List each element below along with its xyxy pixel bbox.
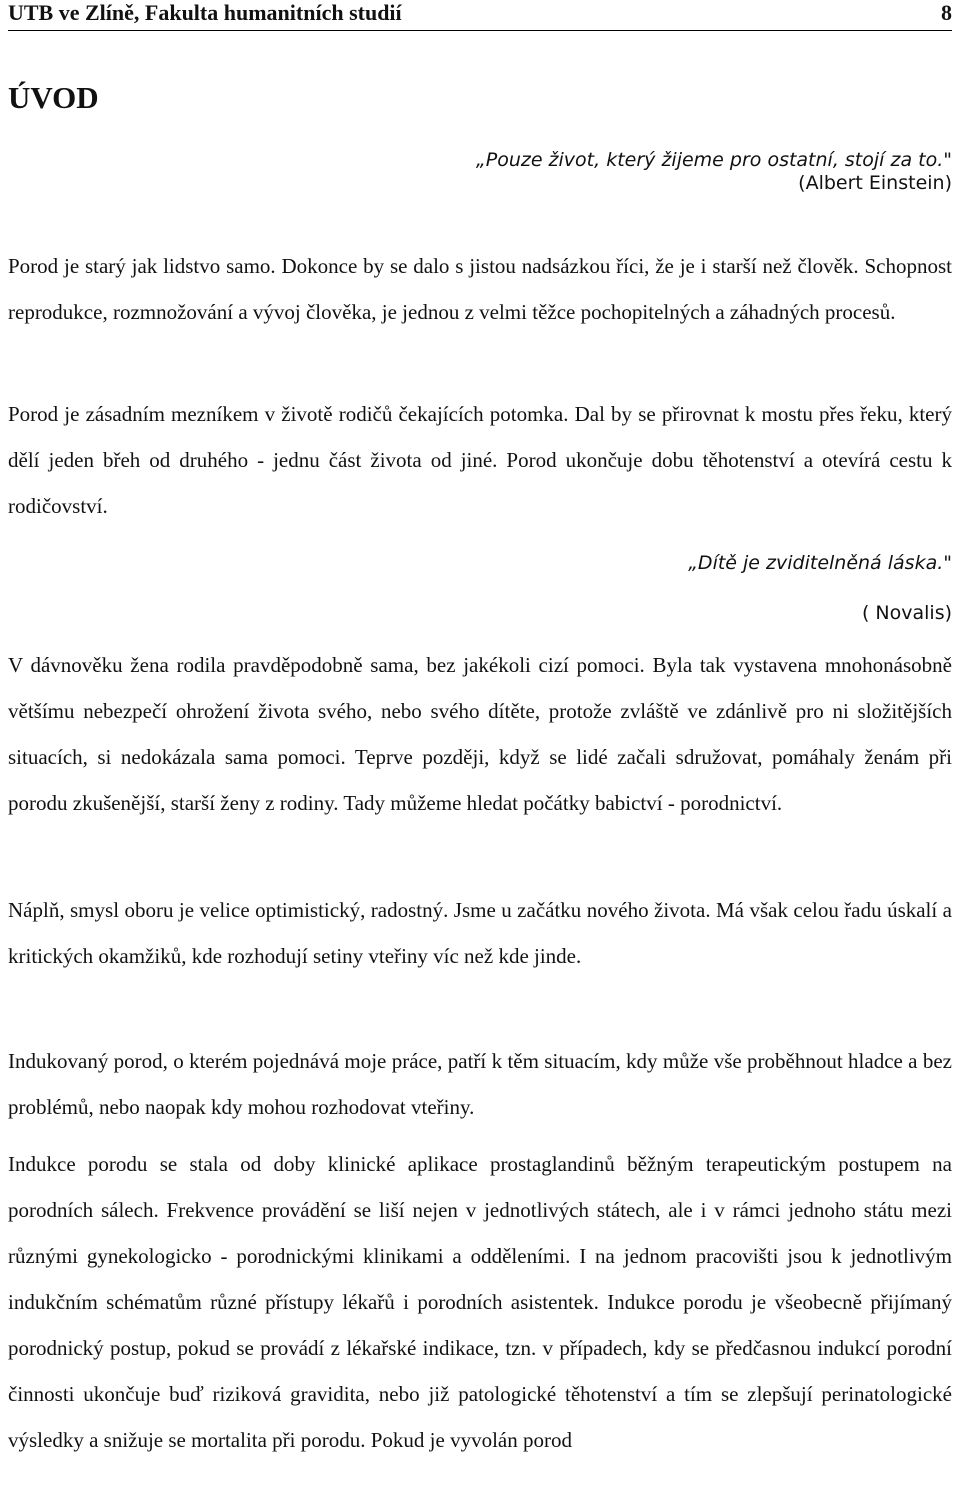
- paragraph-5: Indukovaný porod, o kterém pojednává moje práce, patří k těm situacím, kdy může vše proběhnout hladce a bez problémů, nebo naopak kdy mohou rozhodovat vteřiny.: [8, 1049, 952, 1119]
- page-header: [8, 0, 952, 31]
- paragraph-3: V dávnověku žena rodila pravděpodobně sama, bez jakékoli cizí pomoci. Byla tak vystavena mnohonásobně většímu nebezpečí ohrožení života svého, nebo svého dítěte, protože zvláště ve zdánlivě pro ni složitějších situacích, si nedokázala sama pomoci. Teprve později, když se lidé začali sdružovat, pomáhaly ženám při porodu zkušenější, starší ženy z rodiny. Tady můžeme hledat počátky babictví - porodnictví.: [8, 653, 952, 815]
- paragraph-6: Indukce porodu se stala od doby klinické aplikace prostaglandinů běžným terapeutickým postupem na porodních sálech. Frekvence provádění se liší nejen v jednotlivých státech, ale i v rámci jednoho státu mezi různými gynekologicko - porodnickými klinikami a odděleními. I na jednom pracovišti jsou k jednotlivým indukčním schématům různé přístupy lékařů i porodních asistentek. Indukce porodu je všeobecně přijímaný porodnický postup, pokud se provádí z lékařské indikace, tzn. v případech, kdy se předčasnou indukcí porodní činnosti ukončuje buď riziková gravidita, nebo již patologické těhotenství a tím se zlepšují perinatologické výsledky a snižuje se mortalita při porodu. Pokud je vyvolán porod: [8, 1152, 952, 1452]
- motto-quote-einstein: „Pouze život, který žijeme pro ostatní, stojí za to.": [475, 149, 952, 171]
- motto-author-novalis: ( Novalis): [861, 602, 952, 624]
- paragraph-2: Porod je zásadním mezníkem v životě rodičů čekajících potomka. Dal by se přirovnat k mostu přes řeku, který dělí jeden břeh od druhého - jednu část života od jiné. Porod ukončuje dobu těhotenství a otevírá cestu k rodičovství.: [8, 402, 952, 518]
- motto-quote-novalis: „Dítě je zviditelněná láska.": [688, 552, 952, 574]
- chapter-title: ÚVOD: [8, 80, 99, 115]
- paragraph-1: Porod je starý jak lidstvo samo. Dokonce by se dalo s jistou nadsázkou říci, že je i starší než člověk. Schopnost reprodukce, rozmnožování a vývoj člověka, je jednou z velmi těžce pochopitelných a záhadných procesů.: [8, 254, 952, 324]
- header-title: UTB ve Zlíně, Fakulta humanitních studií: [8, 0, 402, 25]
- page-number: 8: [941, 0, 952, 25]
- motto-author-einstein: (Albert Einstein): [798, 172, 952, 194]
- paragraph-4: Náplň, smysl oboru je velice optimistický, radostný. Jsme u začátku nového života. Má však celou řadu úskalí a kritických okamžiků, kde rozhodují setiny vteřiny víc než kde jinde.: [8, 898, 952, 968]
